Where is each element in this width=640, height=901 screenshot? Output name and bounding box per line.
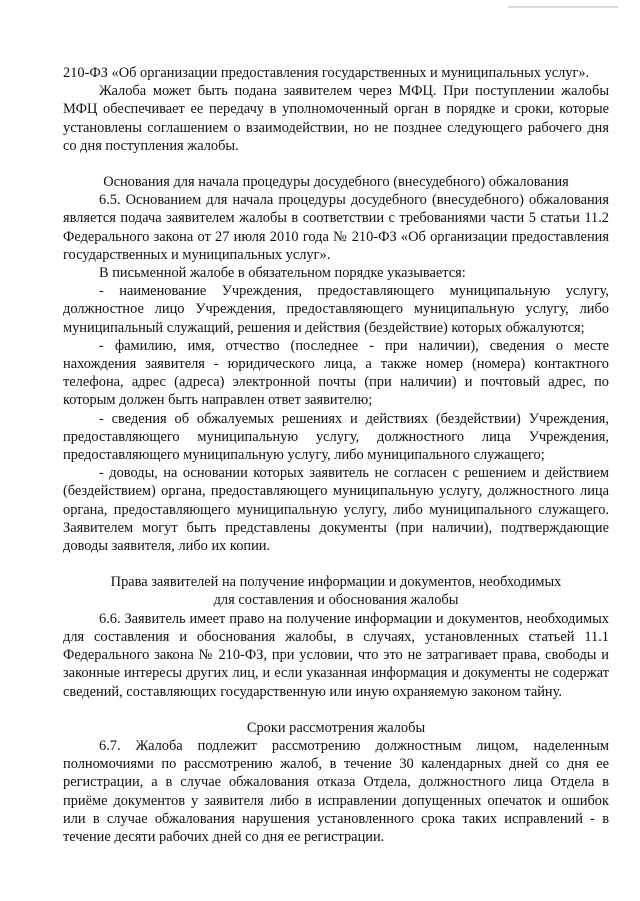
complaint-item-2: - фамилию, имя, отчество (последнее - при наличии), сведения о месте нахождения заявителя - юридического лица, а также номер (номера) контактного телефона, адрес (адреса) электронной почты (при наличии) и почтовый адрес, по которым должен быть направлен ответ заявителю; <box>63 337 609 409</box>
intro-tail-paragraph: 210-ФЗ «Об организации предоставления государственных и муниципальных услуг». <box>63 65 590 81</box>
complaint-contents-intro: В письменной жалобе в обязательном порядке указывается: <box>99 265 466 282</box>
section-gap <box>63 701 609 719</box>
mfc-paragraph: Жалоба может быть подана заявителем через МФЦ. При поступлении жалобы МФЦ обеспечивает ее передачу в уполномоченный орган в порядке и сроки, которые установлены соглашением о взаимодействии, но не позднее следующего рабочего дня со дня поступления жалобы. <box>63 83 609 154</box>
section-heading-6-6-line2: для составления и обоснования жалобы <box>213 592 459 609</box>
section-gap <box>63 155 609 173</box>
section-heading-6-7: Сроки рассмотрения жалобы <box>246 719 426 736</box>
paragraph-6-7: 6.7. Жалоба подлежит рассмотрению должностным лицом, наделенным полномочиями по рассмотрению жалоб, в течение 30 календарных дней со дня ее регистрации, а в случае обжалования отказа Отдела, должностного лица Отдела в приёме документов у заявителя либо в исправлении допущенных опечаток и ошибок или в случае обжалования нарушения установленного срока таких исправлений - в течение десяти рабочих дней со дня ее регистрации. <box>63 737 609 845</box>
section-gap <box>63 555 609 573</box>
section-heading-6-5: Основания для начала процедуры досудебного (внесудебного) обжалования <box>103 174 569 191</box>
complaint-item-1: - наименование Учреждения, предоставляющего муниципальную услугу, должностное лицо Учреждения, предоставляющего муниципальную услугу, либо муниципальный служащий, решения и действия (бездействие) которых обжалуются; <box>63 283 609 336</box>
complaint-item-3: - сведения об обжалуемых решениях и действиях (бездействии) Учреждения, предоставляющего муниципальную услугу, должностного лица Учреждения, предоставляющего муниципальную услугу, либо муниципального служащего; <box>63 410 609 464</box>
complaint-item-4: - доводы, на основании которых заявитель не согласен с решением и действием (бездействием) органа, предоставляющего муниципальную услугу, должностного лица органа, предоставляющего муниципальную услугу, либо муниципального служащего. Заявителем могут быть представлены документы (при наличии), подтверждающие доводы заявителя, либо их копии. <box>63 465 609 555</box>
document-body <box>63 64 609 846</box>
scan-artifact <box>508 6 618 8</box>
paragraph-6-6: 6.6. Заявитель имеет право на получение информации и документов, необходимых для составления и обоснования жалобы, в случаях, установленных статьей 11.1 Федерального закона № 210-ФЗ, при условии, что это не затрагивает права, свободы и законные интересы других лиц, и если указанная информация и документы не содержат сведений, составляющих государственную или иную охраняемую законом тайну. <box>63 610 609 700</box>
section-heading-6-6-line1: Права заявителей на получение информации и документов, необходимых <box>110 574 562 591</box>
paragraph-6-5: 6.5. Основанием для начала процедуры досудебного (внесудебного) обжалования является подача заявителем жалобы в соответствии с требованиями части 5 статьи 11.2 Федерального закона от 27 июля 2010 года № 210-ФЗ «Об организации предоставления государственных и муниципальных услуг». <box>63 192 609 263</box>
